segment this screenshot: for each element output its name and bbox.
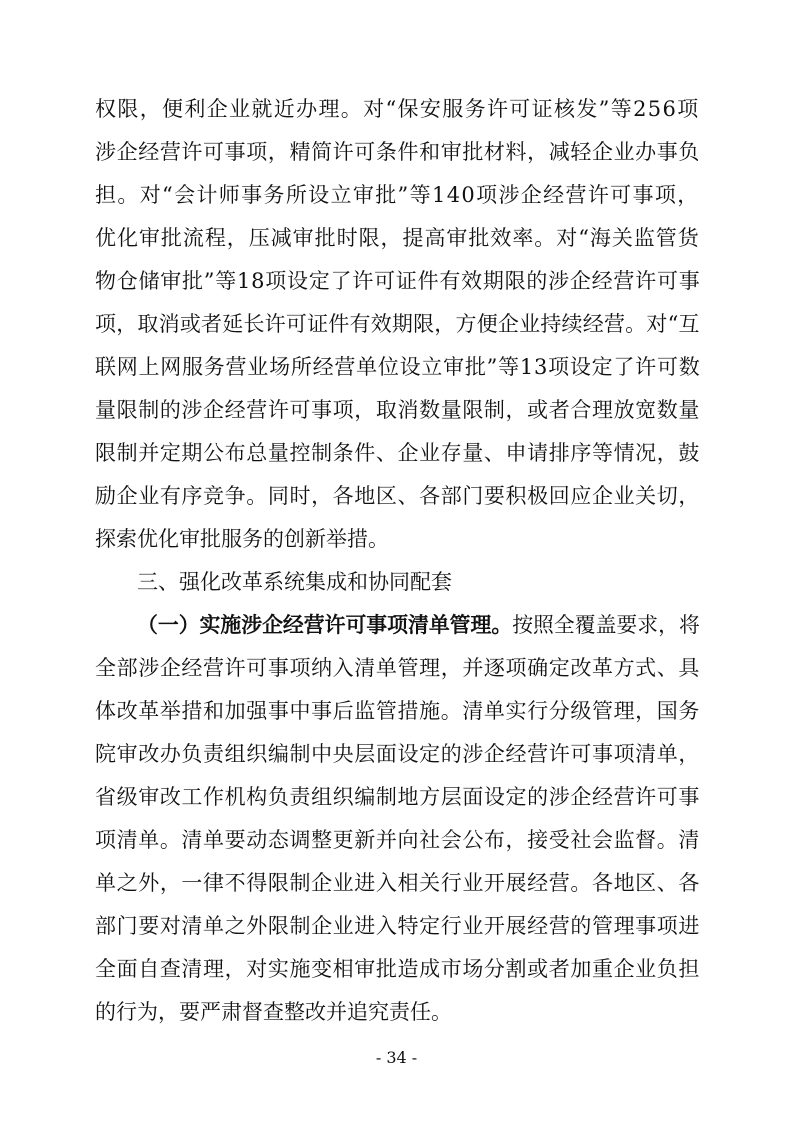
text-line: 的行为，要严肃督查整改并追究责任。 xyxy=(95,1000,452,1024)
text-line: 优化审批流程，压减审批时限，提高审批效率。对“海关监管货 xyxy=(95,226,700,250)
text-line: 部门要对清单之外限制企业进入特定行业开展经营的管理事项进 xyxy=(95,914,700,938)
text-line: 体改革举措和加强事中事后监管措施。清单实行分级管理，国务 xyxy=(95,699,700,723)
text-line: 励企业有序竞争。同时，各地区、各部门要积极回应企业关切， xyxy=(95,484,700,508)
text-line: 物仓储审批”等18项设定了许可证件有效期限的涉企经营许可事 xyxy=(95,269,701,293)
text-line: 联网上网服务营业场所经营单位设立审批”等13项设定了许可数 xyxy=(95,355,701,379)
text-line: 限制并定期公布总量控制条件、企业存量、申请排序等情况，鼓 xyxy=(95,441,700,465)
page-number: - 34 - xyxy=(375,1048,418,1067)
section-heading: 三、强化改革系统集成和协同配套 xyxy=(137,570,452,594)
text-line: 涉企经营许可事项，精简许可条件和审批材料，减轻企业办事负 xyxy=(95,140,700,164)
text-line: 担。对“会计师事务所设立审批”等140项涉企经营许可事项， xyxy=(95,183,700,207)
text-line: 全面自查清理，对实施变相审批造成市场分割或者加重企业负担 xyxy=(95,957,700,981)
text-line: 单之外，一律不得限制企业进入相关行业开展经营。各地区、各 xyxy=(95,871,700,895)
text-line: 项清单。清单要动态调整更新并向社会公布，接受社会监督。清 xyxy=(95,828,700,852)
text-line: 探索优化审批服务的创新举措。 xyxy=(95,527,389,551)
subsection-first-line-rest: 按照全覆盖要求，将 xyxy=(512,613,700,637)
subsection-title: （一）实施涉企经营许可事项清单管理。 xyxy=(137,613,513,637)
subsection-first-line xyxy=(137,611,700,639)
text-line: 全部涉企经营许可事项纳入清单管理，并逐项确定改革方式、具 xyxy=(95,656,700,680)
text-line: 项，取消或者延长许可证件有效期限，方便企业持续经营。对“互 xyxy=(95,312,700,336)
text-line: 省级审改工作机构负责组织编制地方层面设定的涉企经营许可事 xyxy=(95,785,700,809)
text-line: 量限制的涉企经营许可事项，取消数量限制，或者合理放宽数量 xyxy=(95,398,700,422)
text-line: 权限，便利企业就近办理。对“保安服务许可证核发”等256项 xyxy=(95,97,700,121)
text-line: 院审改办负责组织编制中央层面设定的涉企经营许可事项清单， xyxy=(95,742,700,766)
